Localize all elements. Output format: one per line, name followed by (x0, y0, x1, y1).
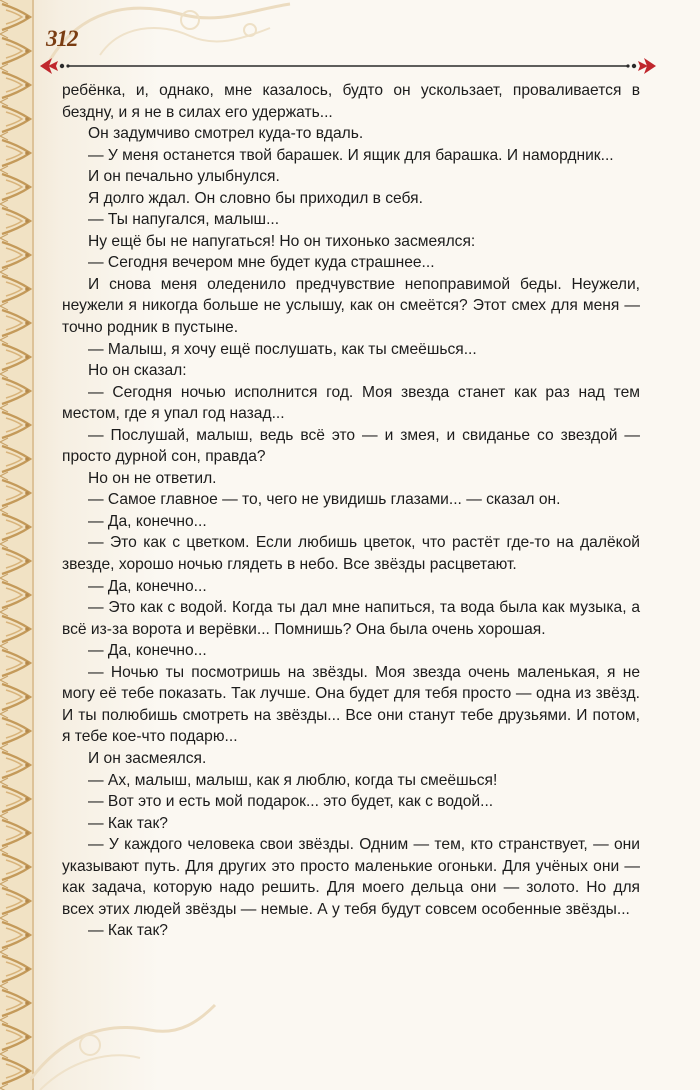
paragraph: — Это как с цветком. Если любишь цветок, что растёт где-то на далёкой звезде, хорошо ночью глядеть в небо. Все звёзды расцветают. (62, 534, 640, 574)
paragraph: — Ах, малыш, малыш, как я люблю, когда ты смеёшься! (88, 771, 498, 789)
decorative-swirl-bottom (30, 1000, 220, 1090)
paragraph: — У каждого человека свои звёзды. Одним — тем, кто странствует, — они указывают путь. Для других это просто маленькие огоньки. Для учёных они — как задача, которую надо решить. Для моего дельца они — золото. Но для всех этих людей звёзды — немые. А у тебя будут совсем особенные звёзды... (62, 836, 640, 918)
tulip-ornament-left-icon (40, 58, 70, 74)
paragraph: — Как так? (88, 814, 168, 832)
paragraph: — Вот это и есть мой подарок... это будет, как с водой... (88, 793, 494, 811)
paragraph: — Послушай, малыш, ведь всё это — и змея, и свиданье со звездой — просто дурной сон, правда? (62, 426, 640, 466)
paragraph: Он задумчиво смотрел куда-то вдаль. (88, 125, 364, 143)
body-text (62, 80, 640, 942)
paragraph: Я долго ждал. Он словно бы приходил в себя. (88, 189, 423, 207)
paragraph: Ну ещё бы не напугаться! Но он тихонько засмеялся: (88, 232, 476, 250)
paragraph: Но он сказал: (88, 362, 187, 380)
paragraph: — Ночью ты посмотришь на звёзды. Моя звезда очень маленькая, я не могу её тебе показать. Так лучше. Она будет для тебя просто — одна из звёзд. И ты полюбишь смотреть на звёзды... Все они станут тебе друзьями. И потом, я тебе кое-что подарю... (62, 663, 640, 746)
paragraph: — Малыш, я хочу ещё послушать, как ты смеёшься... (88, 340, 477, 358)
paragraph: — Ты напугался, малыш... (88, 211, 280, 229)
paragraph: — Да, конечно... (88, 577, 207, 595)
header-rule (38, 56, 658, 76)
ornamental-border (0, 0, 34, 1090)
tulip-ornament-right-icon (626, 58, 656, 74)
paragraph: Но он не ответил. (88, 469, 217, 487)
paragraph: — Сегодня вечером мне будет куда страшнее... (88, 254, 435, 272)
paragraph: — Да, конечно... (88, 642, 207, 660)
paragraph: И он печально улыбнулся. (88, 168, 280, 186)
page-number: 312 (46, 26, 78, 51)
paragraph: И он засмеялся. (88, 749, 207, 767)
paragraph: — Да, конечно... (88, 512, 207, 530)
paragraph: — У меня останется твой барашек. И ящик для барашка. И намордник... (88, 146, 614, 164)
paragraph: — Самое главное — то, чего не увидишь глазами... — сказал он. (88, 491, 561, 509)
paragraph: — Сегодня ночью исполнится год. Моя звезда станет как раз над тем местом, где я упал год назад... (62, 383, 640, 423)
paragraph: ребёнка, и, однако, мне казалось, будто он ускользает, проваливается в бездну, и я не в силах его удержать... (62, 82, 640, 121)
paragraph: — Это как с водой. Когда ты дал мне напиться, та вода была как музыка, а всё из-за ворота и верёвки... Помнишь? Она была очень хорошая. (62, 599, 640, 638)
paragraph: — Как так? (88, 922, 168, 940)
paragraph: И снова меня оледенило предчувствие непоправимой беды. Неужели, неужели я никогда больше не услышу, как он смеётся? Этот смех для меня — точно родник в пустыне. (62, 275, 640, 337)
